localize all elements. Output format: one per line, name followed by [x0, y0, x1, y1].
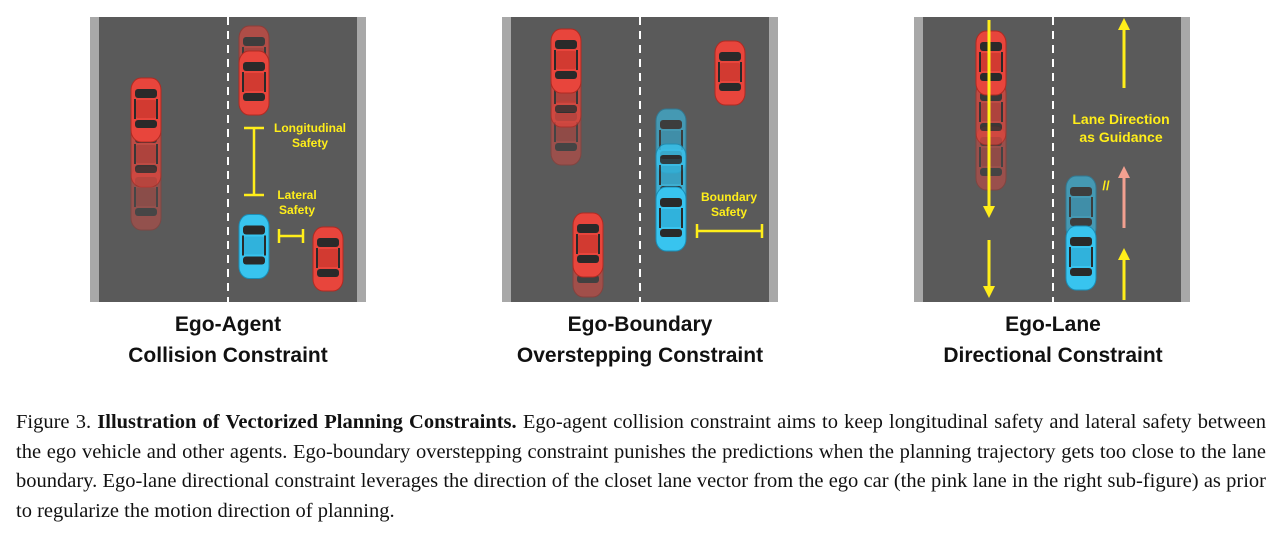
agent-car — [573, 213, 603, 277]
panel-ego-lane — [914, 17, 1190, 367]
panel-ego-agent — [90, 17, 366, 367]
agent-car — [313, 227, 343, 291]
agent-car — [715, 41, 745, 105]
caption-bold-title: Illustration of Vectorized Planning Constraints. — [97, 411, 517, 433]
right-shoulder — [769, 17, 778, 302]
left-shoulder — [90, 17, 99, 302]
ego-car — [656, 187, 686, 251]
left-shoulder — [502, 17, 511, 302]
ego-car — [1066, 226, 1096, 290]
boundary-label-1: Boundary — [700, 190, 758, 204]
longitudinal-label-1: Longitudinal — [274, 121, 346, 135]
left-shoulder — [914, 17, 923, 302]
caption-body: Ego-agent collision constraint aims to keep longitudinal safety and lateral safety between the ego vehicle and other agents. Ego-boundary overstepping constraint punishes the predictions when the planning trajectory gets too close to the lane boundary. Ego-lane directional constraint leverages the direction of the closet lane vector from the ego car (the pink lane in the right sub-figure) as prior to regularize the motion direction of planning. — [16, 411, 1267, 522]
right-shoulder — [1181, 17, 1190, 302]
longitudinal-label-2: Safety — [291, 136, 329, 150]
agent-car — [551, 29, 581, 93]
agent-car — [239, 51, 269, 115]
agent-car — [976, 31, 1006, 95]
figure-caption — [16, 408, 1266, 526]
boundary-label-2: Safety — [710, 205, 748, 219]
caption-prefix: Figure 3. — [16, 411, 92, 433]
panel-ego-boundary — [502, 17, 778, 367]
panel-title-line2: Overstepping Constraint — [516, 344, 764, 367]
right-shoulder — [357, 17, 366, 302]
panel-title-line1: Ego-Boundary — [567, 313, 713, 336]
guidance-label-1: Lane Direction — [1072, 111, 1170, 127]
agent-car — [131, 78, 161, 142]
panel-title-line2: Collision Constraint — [128, 344, 328, 367]
lateral-label-2: Safety — [278, 203, 316, 217]
guidance-label-2: as Guidance — [1079, 129, 1163, 145]
parallel-mark: // — [1102, 178, 1110, 193]
lateral-label-1: Lateral — [277, 188, 317, 202]
panel-title-line1: Ego-Agent — [174, 313, 282, 336]
ego-car — [239, 215, 269, 279]
panel-title-line2: Directional Constraint — [943, 344, 1163, 367]
panel-title-line1: Ego-Lane — [1005, 313, 1101, 336]
